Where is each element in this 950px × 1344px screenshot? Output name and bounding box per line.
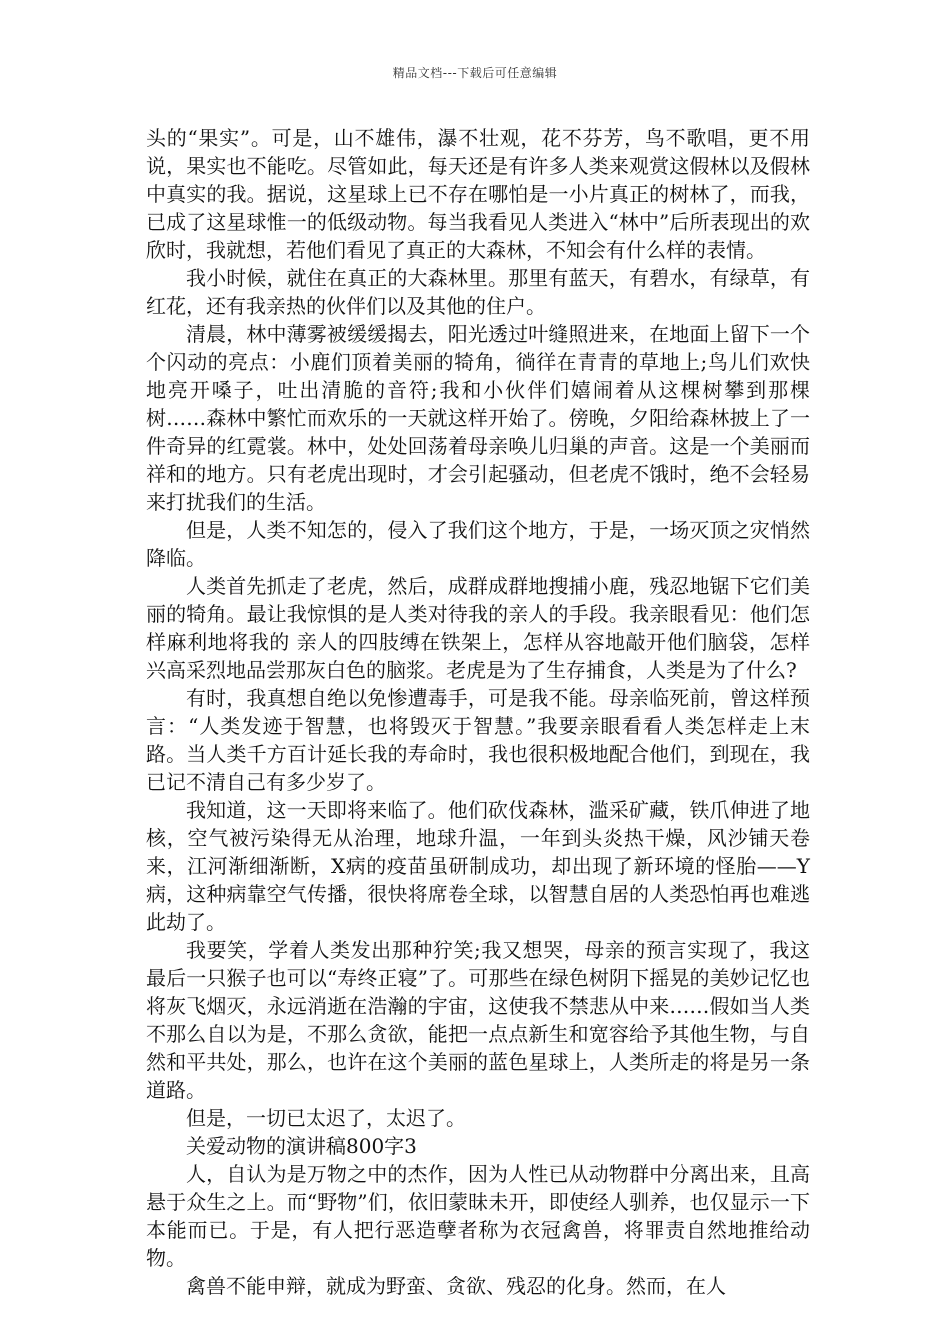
paragraph: 禽兽不能申辩，就成为野蛮、贪欲、残忍的化身。然而，在人 (186, 1274, 726, 1298)
page-header: 精品文档---下载后可任意编辑 (392, 66, 558, 80)
paragraph: 但是，一切已太迟了，太迟了。 (186, 1106, 466, 1130)
paragraph: 我知道，这一天即将来临了。他们砍伐森林，滥采矿藏，铁爪伸进了地核，空气被污染得无从治理，地球升温，一年到头炎热干燥，风沙铺天卷来，江河渐细渐断，X病的疫苗虽研制成功，却出现了新环境的怪胎——Y病，这种病靠空气传播，很快将席卷全球，以智慧自居的人类恐怕再也难逃此劫了。 (146, 798, 810, 934)
paragraph: 清晨，林中薄雾被缓缓揭去，阳光透过叶缝照进来，在地面上留下一个个闪动的亮点：小鹿们顶着美丽的犄角，徜徉在青青的草地上;鸟儿们欢快地亮开嗓子，吐出清脆的音符;我和小伙伴们嬉闹着从这棵树攀到那棵树……森林中繁忙而欢乐的一天就这样开始了。傍晚，夕阳给森林披上了一件奇异的红霓裳。林中，处处回荡着母亲唤儿归巢的声音。这是一个美丽而祥和的地方。只有老虎出现时，才会引起骚动，但老虎不饿时，绝不会轻易来打扰我们的生活。 (146, 322, 810, 514)
paragraph: 我要笑，学着人类发出那种狞笑;我又想哭，母亲的预言实现了，我这最后一只猴子也可以“寿终正寝”了。可那些在绿色树阴下摇晃的美妙记忆也将灰飞烟灭，永远消逝在浩瀚的宇宙，这使我不禁悲从中来……假如当人类不那么自以为是，不那么贪欲，能把一点点新生和宽容给予其他生物，与自然和平共处，那么，也许在这个美丽的蓝色星球上，人类所走的将是另一条道路。 (146, 938, 810, 1102)
paragraph: 人类首先抓走了老虎，然后，成群成群地搜捕小鹿，残忍地锯下它们美丽的犄角。最让我惊惧的是人类对待我的亲人的手段。我亲眼看见：他们怎样麻利地将我的 亲人的四肢缚在铁架上，怎样从容地敲开他们脑袋，怎样兴高采烈地品尝那灰白色的脑浆。老虎是为了生存捕食，人类是为了什么? (146, 574, 810, 682)
section-heading: 关爱动物的演讲稿800字3 (186, 1134, 417, 1158)
paragraph: 我小时候，就住在真正的大森林里。那里有蓝天，有碧水，有绿草，有红花，还有我亲热的伙伴们以及其他的住户。 (146, 266, 810, 318)
paragraph: 头的“果实”。可是，山不雄伟，瀑不壮观，花不芬芳，鸟不歌唱，更不用说，果实也不能吃。尽管如此，每天还是有许多人类来观赏这假林以及假林中真实的我。据说，这星球上已不存在哪怕是一小片真正的树林了，而我，已成了这星球惟一的低级动物。每当我看见人类进入“林中”后所表现出的欢欣时，我就想，若他们看见了真正的大森林，不知会有什么样的表情。 (146, 126, 810, 262)
paragraph: 但是，人类不知怎的，侵入了我们这个地方，于是，一场灭顶之灾悄然降临。 (146, 518, 810, 570)
document-body (146, 124, 810, 1300)
paragraph: 人，自认为是万物之中的杰作，因为人性已从动物群中分离出来，且高悬于众生之上。而“野物”们，依旧蒙昧未开，即使经人驯养，也仅显示一下本能而已。于是，有人把行恶造孽者称为衣冠禽兽，将罪责自然地推给动物。 (146, 1162, 810, 1270)
paragraph: 有时，我真想自绝以免惨遭毒手，可是我不能。母亲临死前，曾这样预言：“人类发迹于智慧，也将毁灭于智慧。”我要亲眼看看人类怎样走上末路。当人类千方百计延长我的寿命时，我也很积极地配合他们，到现在，我已记不清自己有多少岁了。 (146, 686, 810, 794)
